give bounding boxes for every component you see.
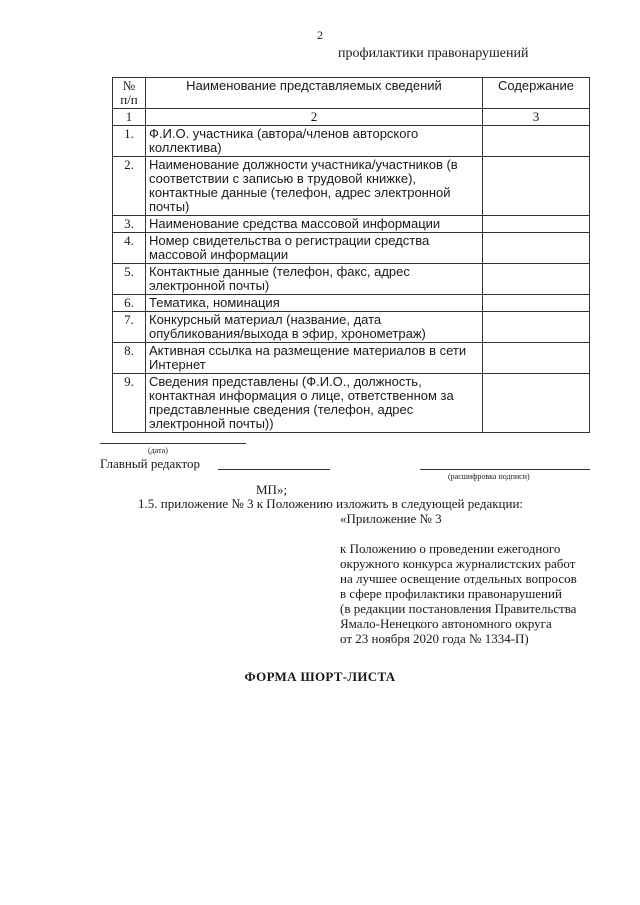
continued-text: профилактики правонарушений [338,46,529,61]
column-number: 3 [483,109,590,126]
row-name: Конкурсный материал (название, дата опубликования/выхода в эфир, хронометраж) [146,312,483,343]
row-content [483,126,590,157]
row-name: Сведения представлены (Ф.И.О., должность, контактная информация о лице, ответственном за представленные сведения (телефон, адрес электронной почты)) [146,374,483,433]
row-content [483,157,590,216]
decode-signature-line [420,469,590,470]
decode-caption: (расшифровка подписи) [448,472,530,481]
appendix-line: окружного конкурса журналистских работ [340,556,576,571]
appendix-line: Ямало-Ненецкого автономного округа [340,616,552,631]
date-signature-line [100,443,246,444]
appendix-line: от 23 ноября 2020 года № 1334-П) [340,631,529,646]
table-row [113,374,590,433]
row-content [483,295,590,312]
table-row [113,295,590,312]
appendix-reference [340,541,630,646]
appendix-line: на лучшее освещение отдельных вопросов [340,571,577,586]
row-number: 5. [113,264,146,295]
table-row [113,343,590,374]
row-name: Наименование средства массовой информации [146,216,483,233]
row-number: 4. [113,233,146,264]
column-number: 1 [113,109,146,126]
page-number: 2 [317,28,323,42]
appendix-line: (в редакции постановления Правительства [340,601,577,616]
row-number: 1. [113,126,146,157]
row-name: Наименование должности участника/участников (в соответствии с записью в трудовой книжке), контактные данные (телефон, адрес электронной почты) [146,157,483,216]
stamp-text: МП»; [256,482,288,497]
table-header-row [113,78,590,109]
table-row [113,157,590,216]
table-row [113,233,590,264]
header-content: Содержание [483,78,590,109]
instruction-text: 1.5. приложение № 3 к Положению изложить в следующей редакции: [138,496,524,511]
column-number: 2 [146,109,483,126]
header-number: № п/п [113,78,146,109]
table-row [113,126,590,157]
appendix-line: в сфере профилактики правонарушений [340,586,562,601]
row-name: Номер свидетельства о регистрации средства массовой информации [146,233,483,264]
row-content [483,264,590,295]
table-row [113,216,590,233]
row-number: 7. [113,312,146,343]
row-name: Ф.И.О. участника (автора/членов авторского коллектива) [146,126,483,157]
appendix-title: «Приложение № 3 [340,511,442,526]
row-number: 8. [113,343,146,374]
row-name: Тематика, номинация [146,295,483,312]
row-content [483,312,590,343]
appendix-line: к Положению о проведении ежегодного [340,541,561,556]
row-name: Активная ссылка на размещение материалов в сети Интернет [146,343,483,374]
row-number: 2. [113,157,146,216]
row-content [483,233,590,264]
date-caption: (дата) [148,446,168,455]
row-name: Контактные данные (телефон, факс, адрес электронной почты) [146,264,483,295]
row-content [483,343,590,374]
row-number: 3. [113,216,146,233]
editor-label: Главный редактор [100,456,200,471]
table-row [113,312,590,343]
row-number: 6. [113,295,146,312]
header-name: Наименование представляемых сведений [146,78,483,109]
row-number: 9. [113,374,146,433]
form-title: ФОРМА ШОРТ-ЛИСТА [244,669,396,684]
row-content [483,216,590,233]
column-numbers-row [113,109,590,126]
row-content [483,374,590,433]
submission-info-table [112,77,590,433]
table-row [113,264,590,295]
editor-signature-line [218,469,330,470]
